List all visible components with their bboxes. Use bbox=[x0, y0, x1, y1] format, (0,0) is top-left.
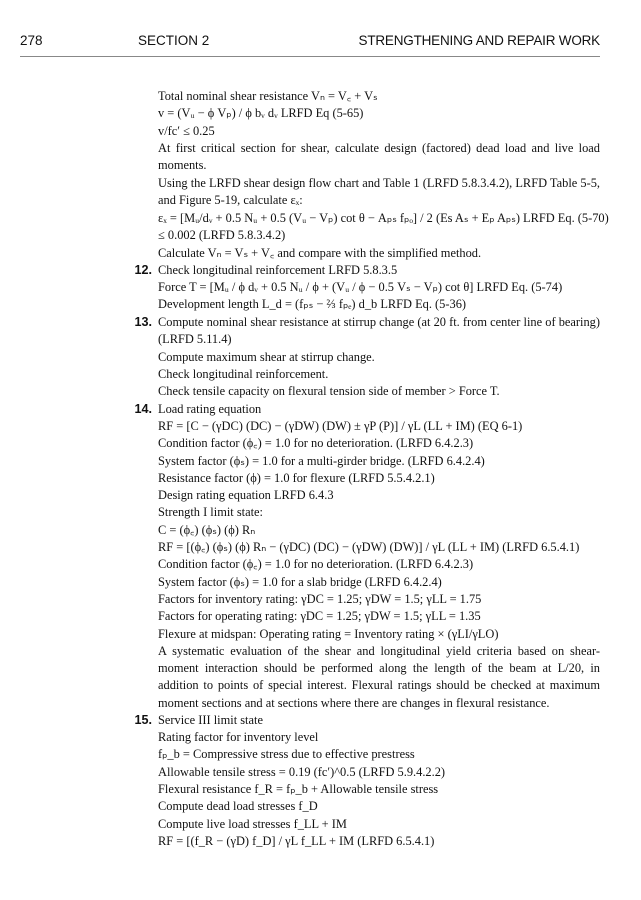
running-title: STRENGTHENING AND REPAIR WORK bbox=[358, 33, 600, 48]
text-line: Compute maximum shear at stirrup change. bbox=[158, 349, 375, 364]
text-line: Compute dead load stresses f_D bbox=[158, 799, 318, 814]
step-number: 13. bbox=[134, 314, 152, 329]
step-number: 15. bbox=[134, 712, 152, 727]
text-line: Allowable tensile stress = 0.19 (fc′)^0.5 (LRFD 5.9.4.2.2) bbox=[158, 764, 446, 779]
text-line: At first critical section for shear, calculate design (factored) dead load and live load moments. bbox=[158, 140, 600, 173]
text-line: RF = [C − (γDC) (DC) − (γDW) (DW) ± γP (P)] / γL (LL + IM) (EQ 6-1) bbox=[158, 418, 523, 433]
text-line: Condition factor (ϕ꜀) = 1.0 for no deterioration. (LRFD 6.4.2.3) bbox=[158, 436, 474, 451]
section-label: SECTION 2 bbox=[138, 33, 210, 48]
text-line: Factors for inventory rating: γDC = 1.25; γDW = 1.5; γLL = 1.75 bbox=[158, 591, 482, 606]
step-number: 14. bbox=[134, 401, 152, 416]
text-line: Flexure at midspan: Operating rating = Inventory rating × (γLI/γLO) bbox=[158, 626, 499, 641]
text-line: Strength I limit state: bbox=[158, 505, 263, 520]
text-line: System factor (ϕₛ) = 1.0 for a multi-girder bridge. (LRFD 6.4.2.4) bbox=[158, 453, 485, 468]
text-line: C = (ϕ꜀) (ϕₛ) (ϕ) Rₙ bbox=[158, 522, 256, 537]
text-line: fₚ_b = Compressive stress due to effective prestress bbox=[158, 747, 415, 762]
text-line: Check tensile capacity on flexural tension side of member > Force T. bbox=[158, 384, 500, 399]
text-line: Resistance factor (ϕ) = 1.0 for flexure (LRFD 5.5.4.2.1) bbox=[158, 470, 435, 485]
text-line: Load rating equation bbox=[158, 401, 262, 416]
step-number: 12. bbox=[134, 262, 152, 277]
page-number: 278 bbox=[20, 33, 43, 48]
text-line: Development length L_d = (fₚₛ − ⅔ fₚₑ) d_b LRFD Eq. (5-36) bbox=[158, 297, 467, 312]
text-line: Design rating equation LRFD 6.4.3 bbox=[158, 488, 334, 503]
text-line: Flexural resistance f_R = fₚ_b + Allowable tensile stress bbox=[158, 782, 439, 796]
text-line: Factors for operating rating: γDC = 1.25; γDW = 1.5; γLL = 1.35 bbox=[158, 609, 481, 624]
text-line: v/fc′ ≤ 0.25 bbox=[158, 123, 215, 138]
text-line: Check longitudinal reinforcement. bbox=[158, 367, 329, 381]
text-line: v = (Vᵤ − ϕ Vₚ) / ϕ bᵥ dᵥ LRFD Eq (5-65) bbox=[158, 106, 364, 121]
text-line: Using the LRFD shear design flow chart and Table 1 (LRFD 5.8.3.4.2), LRFD Table 5-5, and Figure 5-19, calculate εₓ: bbox=[158, 175, 600, 208]
text-line: Total nominal shear resistance Vₙ = V꜀ + Vₛ bbox=[158, 89, 378, 103]
text-line: Rating factor for inventory level bbox=[158, 730, 319, 745]
text-line: Calculate Vₙ = Vₛ + V꜀ and compare with the simplified method. bbox=[158, 245, 482, 260]
text-line: RF = [(f_R − (γD) f_D] / γL f_LL + IM (LRFD 6.5.4.1) bbox=[158, 833, 435, 848]
text-line: System factor (ϕₛ) = 1.0 for a slab bridge (LRFD 6.4.2.4) bbox=[158, 574, 442, 589]
running-header bbox=[20, 30, 600, 57]
text-line: Force T = [Mᵤ / ϕ dᵥ + 0.5 Nᵤ / ϕ + (Vᵤ / ϕ − 0.5 Vₛ − Vₚ) cot θ] LRFD Eq. (5-74) bbox=[158, 280, 563, 295]
text-line: Compute live load stresses f_LL + IM bbox=[158, 816, 347, 831]
text-line: Condition factor (ϕ꜀) = 1.0 for no deterioration. (LRFD 6.4.2.3) bbox=[158, 557, 474, 572]
text-line: εₓ = [Mᵤ/dᵥ + 0.5 Nᵤ + 0.5 (Vᵤ − Vₚ) cot θ − Aₚₛ fₚₒ] / 2 (Es Aₛ + Eₚ Aₚₛ) LRFD Eq. (5-70) bbox=[158, 210, 609, 225]
text-line: A systematic evaluation of the shear and longitudinal yield criteria based on shear-moment interaction should be performed along the length of the beam at L/20, in addition to points of special interest. Flexural ratings should be checked at maximum moment sections and at sections where there are changes in flexural resistance. bbox=[158, 643, 600, 710]
text-line: RF = [(ϕ꜀) (ϕₛ) (ϕ) Rₙ − (γDC) (DC) − (γDW) (DW)] / γL (LL + IM) (LRFD 6.5.4.1) bbox=[158, 540, 580, 554]
text-line: Compute nominal shear resistance at stirrup change (at 20 ft. from center line of bearing) (LRFD 5.11.4) bbox=[158, 314, 600, 346]
text-line: Service III limit state bbox=[158, 712, 263, 727]
text-line: ≤ 0.002 (LRFD 5.8.3.4.2) bbox=[158, 228, 286, 243]
text-line: Check longitudinal reinforcement LRFD 5.8.3.5 bbox=[158, 262, 398, 277]
